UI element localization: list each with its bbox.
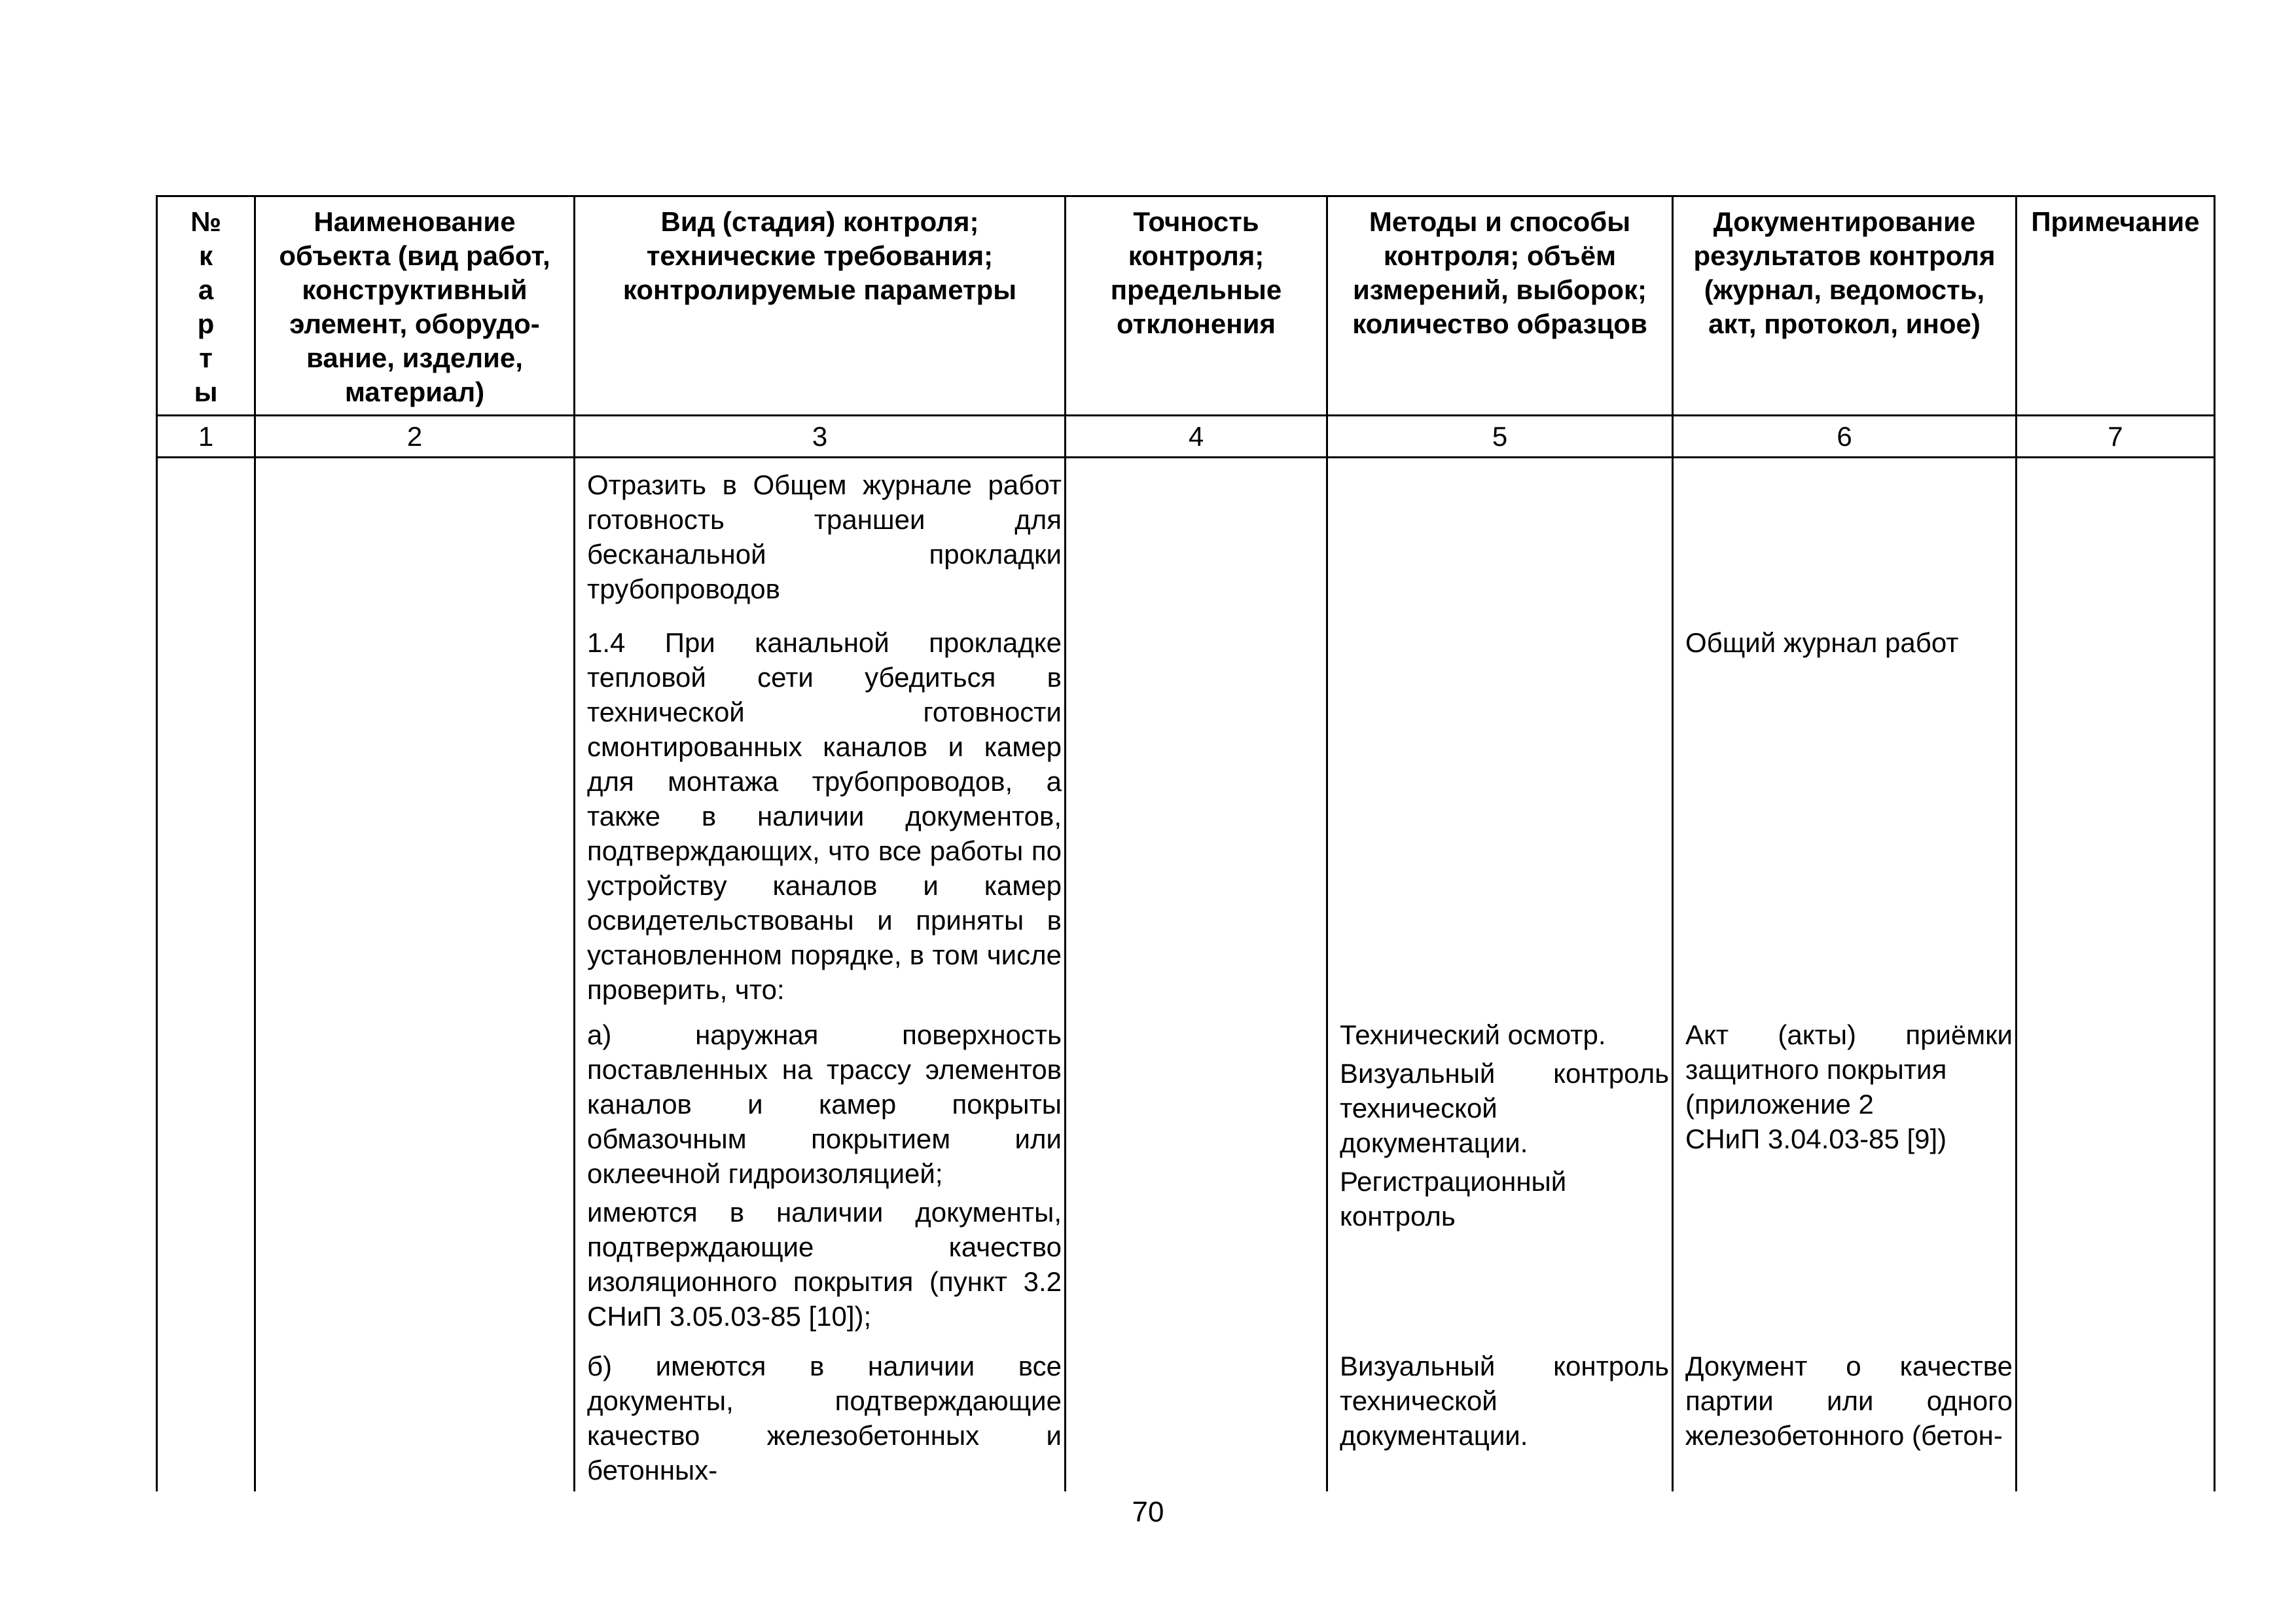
- header-control-type: Вид (стадия) контроля; технические требования; контролируемые параметры: [575, 196, 1066, 416]
- column-number: 3: [575, 416, 1066, 458]
- table-cell: [255, 1011, 575, 1342]
- table-cell: [575, 1342, 1066, 1491]
- requirement-text: Отразить в Общем журнале работ готовность траншеи для бесканальной прокладки трубопроводов: [587, 469, 1062, 604]
- method-text: Регистрационный контроль: [1340, 1165, 1567, 1231]
- table-cell: [1327, 458, 1673, 619]
- table-cell: [157, 1342, 255, 1491]
- header-accuracy: Точность контроля; предельные отклонения: [1066, 196, 1327, 416]
- header-row: [157, 196, 2215, 416]
- table-cell: [1673, 458, 2017, 619]
- table-row: [157, 1342, 2215, 1491]
- table-cell: [255, 619, 575, 1011]
- table-cell: [1327, 1342, 1673, 1491]
- requirement-text: имеются в наличии документы, подтверждающие качество изоляционного покрытия (пункт 3.2 СНиП 3.05.03-85 [10]);: [587, 1196, 1062, 1332]
- column-number: 6: [1673, 416, 2017, 458]
- table-cell: [1066, 619, 1327, 1011]
- column-number-row: [157, 416, 2215, 458]
- table-cell: [575, 1011, 1066, 1342]
- header-object-name: Наименование объекта (вид работ, конструктивный элемент, оборудо-вание, изделие, материал): [255, 196, 575, 416]
- quality-control-table: [156, 195, 2215, 1491]
- table-cell: [1327, 1011, 1673, 1342]
- column-number: 7: [2017, 416, 2215, 458]
- table-cell: [1066, 1011, 1327, 1342]
- header-card-number: № к а р т ы: [157, 196, 255, 416]
- requirement-text: б) имеются в наличии все документы, подтверждающие качество железобетонных и бетонных-: [587, 1350, 1062, 1486]
- requirement-text: 1.4 При канальной прокладке тепловой сети убедиться в технической готовности смонтированных каналов и камер для монтажа трубопроводов, а также в наличии документов, подтверждающих, что все работы по устройству каналов и камер освидетельствованы и приняты в установленном порядке, в том числе проверить, что:: [587, 627, 1062, 1005]
- table-cell: [2017, 619, 2215, 1011]
- header-methods: Методы и способы контроля; объём измерений, выборок; количество образцов: [1327, 196, 1673, 416]
- table-row: [157, 619, 2215, 1011]
- table-cell: [255, 1342, 575, 1491]
- table-cell: [575, 619, 1066, 1011]
- table-row: [157, 458, 2215, 619]
- column-number: 5: [1327, 416, 1673, 458]
- table-cell: [255, 458, 575, 619]
- table-cell: [1066, 458, 1327, 619]
- table-cell: [575, 458, 1066, 619]
- documentation-text: (приложение 2: [1685, 1088, 1874, 1120]
- table-cell: [1673, 1342, 2017, 1491]
- documentation-text: Документ о качестве партии или одного железобетонного (бетон-: [1685, 1350, 2013, 1451]
- method-text: Визуальный контроль технической документации.: [1340, 1350, 1669, 1451]
- header-note: Примечание: [2017, 196, 2215, 416]
- documentation-text: Общий журнал работ: [1685, 627, 1959, 658]
- column-number: 2: [255, 416, 575, 458]
- table-cell: [2017, 1342, 2215, 1491]
- documentation-text: СНиП 3.04.03-85 [9]): [1685, 1123, 1947, 1154]
- table-cell: [2017, 1011, 2215, 1342]
- table-row: [157, 1011, 2215, 1342]
- requirement-text: а) наружная поверхность поставленных на трассу элементов каналов и камер покрыты обмазочным покрытием или оклеечной гидроизоляцией;: [587, 1019, 1062, 1189]
- column-number: 4: [1066, 416, 1327, 458]
- table-cell: [157, 619, 255, 1011]
- method-text: Визуальный контроль технической документации.: [1340, 1057, 1669, 1158]
- method-text: Технический осмотр.: [1340, 1019, 1606, 1050]
- table-cell: [1066, 1342, 1327, 1491]
- table-cell: [157, 458, 255, 619]
- table-cell: [1327, 619, 1673, 1011]
- header-documentation: Документирование результатов контроля (журнал, ведомость, акт, протокол, иное): [1673, 196, 2017, 416]
- documentation-text: Акт (акты) приёмки защитного покрытия: [1685, 1019, 2013, 1085]
- table-cell: [1673, 619, 2017, 1011]
- table-cell: [157, 1011, 255, 1342]
- column-number: 1: [157, 416, 255, 458]
- table-cell: [2017, 458, 2215, 619]
- table-cell: [1673, 1011, 2017, 1342]
- page-number: 70: [1132, 1496, 1164, 1528]
